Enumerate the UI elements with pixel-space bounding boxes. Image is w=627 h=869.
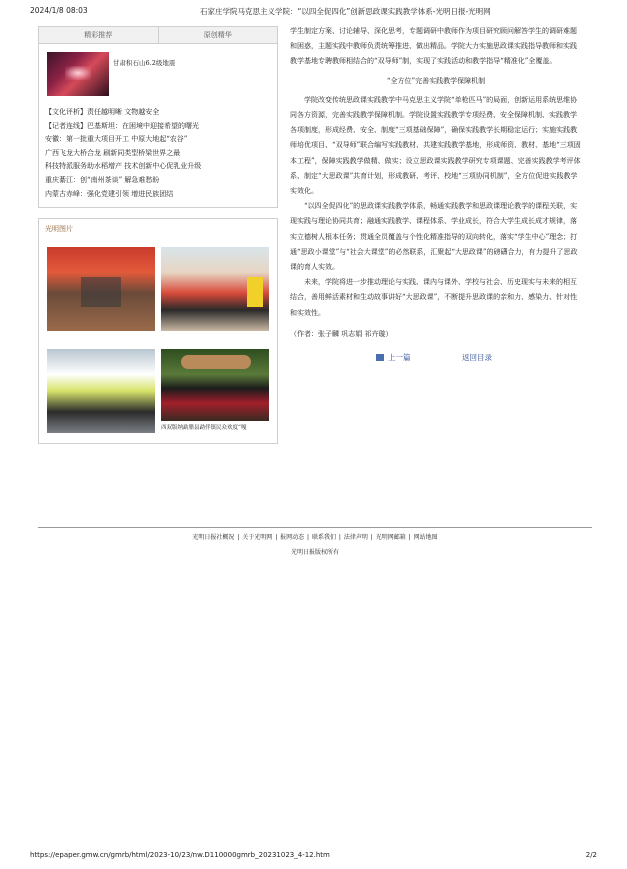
news-link[interactable]: 安徽：第一批重大项目开工 中原大地起“农谷” <box>45 135 188 144</box>
back-to-index-link[interactable]: 返回目录 <box>462 353 492 363</box>
photo-dancers-caption[interactable]: 西双版纳勐腊县勐伴镇民众欢度“嘎 <box>161 425 247 432</box>
photo-motorcade[interactable] <box>47 349 155 433</box>
article-paragraph: 未来，学院将进一步推动理论与实践、课内与课外、学校与社会、历史现实与未来的相互结合，善用鲜活素材和生动故事讲好“大思政课”，不断提升思政课的亲和力、感染力、针对性和实效性。 <box>290 278 578 317</box>
news-link[interactable]: 【记者连线】巴基斯坦：在困境中迎接希望的曙光 <box>45 121 199 130</box>
photos-box <box>38 218 278 444</box>
feature-story[interactable] <box>39 44 277 104</box>
article-body <box>290 24 582 364</box>
photo-dancers[interactable] <box>161 349 269 421</box>
prev-article-label: 上一篇 <box>388 353 411 363</box>
news-link[interactable]: 重庆綦江：创“南州茶谈” 解急难愁盼 <box>45 175 160 184</box>
footer-link[interactable]: 联系我们 <box>311 534 336 541</box>
site-footer <box>38 527 592 556</box>
footer-links: 光明日报社概况 | 关于光明网 | 报网动态 | 联系我们 | 法律声明 | 光明网邮箱 | 网站地图 <box>192 534 438 541</box>
photos-title[interactable]: 光明图片 <box>45 225 73 234</box>
photo-ceremony[interactable] <box>47 247 155 331</box>
footer-link[interactable]: 法律声明 <box>343 534 368 541</box>
tab-original[interactable]: 原创精华 <box>158 27 278 43</box>
print-title: 石家庄学院马克思主义学院：“以四全促四化”创新思政课实践教学体系-光明日报-光明网 <box>200 7 491 16</box>
print-footer <box>30 851 597 863</box>
copyright: 光明日报版权所有 <box>290 549 339 556</box>
article-nav <box>290 350 582 364</box>
article-authors: （作者：张子麟 巩志娟 祁卉璇） <box>290 329 393 338</box>
sidebar-tabs <box>39 27 277 44</box>
print-header <box>30 6 597 18</box>
article-paragraph: 学院改变传统思政课实践教学中马克思主义学院“单枪匹马”的局面，创新运用系统思维协同各方资源，完善实践教学保障机制。学院设置实践教学专项经费、安全保障机制、实践教学各项制度，形成经费、安全、制度“三项基础保障”，确保实践教学长期稳定运行；实施实践教师培优项目、“双导师”联合编写实践教材、共建实践教学基地，形成师资、教材、基地“三项固本工程”，保障实践教学做精、做实；设立思政课实践教学研究专项课题、完善实践教学考评体系、制定“大思政课”共育计划，形成教研、考评、校地“三项协同机制”，全方位促进实践教学实效化。 <box>290 95 581 196</box>
news-link[interactable]: 内蒙古赤峰：强化党建引领 增进民族团结 <box>45 189 174 198</box>
news-link[interactable]: 科技特派服务助水稻增产 技术创新中心促乳业升级 <box>45 162 202 171</box>
footer-link[interactable]: 报网动态 <box>280 534 305 541</box>
prev-article-link[interactable] <box>376 350 411 365</box>
news-list <box>39 104 277 207</box>
article-paragraph: 学生制定方案、讨论辅导、深化思考，专题调研中教师作为项目研究顾问解答学生的调研难题和困惑，主题实践中教师负责统筹推进、做出精品。学院大力实施思政课实践指导教师和实践教学基地专聘教师相结合的“双导师”制，实现了实践活动和教学指导“精准化”全覆盖。 <box>290 27 577 66</box>
feature-thumbnail[interactable] <box>47 52 109 96</box>
footer-link[interactable]: 光明网邮箱 <box>375 534 406 541</box>
recommend-box <box>38 26 278 208</box>
prev-page-icon <box>376 354 384 361</box>
print-page-number: 2/2 <box>585 851 597 859</box>
photo-marathon[interactable] <box>161 247 269 331</box>
article-subheading: “全方位”完善实践教学保障机制 <box>386 76 486 85</box>
footer-link[interactable]: 网站地图 <box>413 534 438 541</box>
print-url: https://epaper.gmw.cn/gmrb/html/2023-10/23/nw.D110000gmrb_20231023_4-12.htm <box>30 851 330 859</box>
footer-link[interactable]: 光明日报社概况 <box>192 534 235 541</box>
feature-caption[interactable]: 甘肃积石山6.2级地震 <box>113 59 176 67</box>
news-link[interactable]: 广西飞龙大桥合龙 刷新同类型桥梁世界之最 <box>45 148 181 157</box>
sidebar <box>38 26 278 444</box>
news-link[interactable]: 【文化评析】责任越明晰 文物越安全 <box>45 108 160 116</box>
tab-featured[interactable]: 精彩推荐 <box>84 31 113 39</box>
footer-link[interactable]: 关于光明网 <box>242 534 273 541</box>
print-date: 2024/1/8 08:03 <box>30 6 88 15</box>
article-paragraph: “以四全促四化”的思政课实践教学体系，畅通实践教学和思政课理论教学的课程关联，实现实践与理论协同共育；融通实践教学、课程体系、学业成长，符合大学生成长成才规律，落实立德树人根本任务；贯通全员覆盖与个性化精准指导的双向转化，落实“学生中心”理念；打通“思政小课堂”与“社会大课堂”的必然联系，汇聚起“大思政课”的磅礴合力，有力提升了思政课的育人实效。 <box>290 202 578 272</box>
